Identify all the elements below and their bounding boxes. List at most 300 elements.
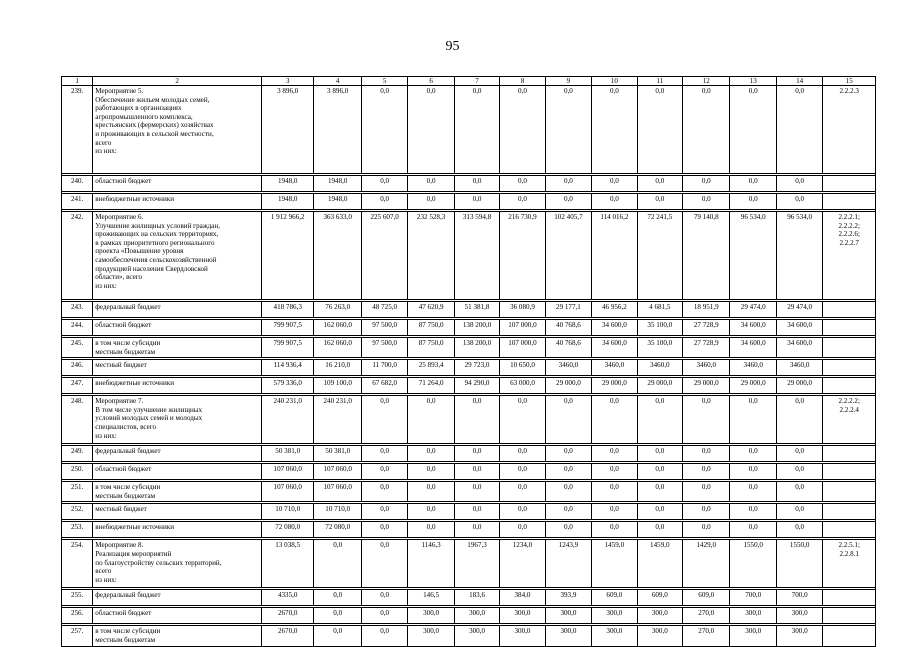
- value-cell: 146,5: [408, 590, 454, 606]
- value-cell: 0,0: [730, 396, 776, 444]
- value-cell: 0,0: [683, 194, 730, 210]
- row-name: [93, 86, 262, 174]
- row-name-line: в рамках приоритетного регионального: [95, 238, 215, 247]
- row-name-line: из них:: [95, 431, 117, 440]
- value-cell: 0,0: [454, 464, 499, 480]
- table-row: [62, 504, 876, 520]
- row-number: 253.: [62, 522, 93, 538]
- row-name-line: Реализация мероприятий: [95, 549, 172, 558]
- column-header: 1: [62, 77, 93, 86]
- value-cell: 0,0: [500, 482, 545, 502]
- value-cell: 700,0: [776, 590, 822, 606]
- row-name: [93, 396, 262, 444]
- column-header: 7: [454, 77, 499, 86]
- value-cell: 1459,0: [637, 540, 682, 588]
- value-cell: 138 200,0: [454, 338, 499, 358]
- target-link-cell: [823, 504, 876, 520]
- value-cell: 25 893,4: [408, 360, 454, 376]
- value-cell: 0,0: [361, 590, 407, 606]
- row-name: [93, 464, 262, 480]
- value-cell: 0,0: [361, 608, 407, 624]
- row-name: [93, 504, 262, 520]
- value-cell: 0,0: [361, 626, 407, 646]
- value-cell: 300,0: [592, 626, 637, 646]
- row-number: 243.: [62, 302, 93, 318]
- target-link-cell: [823, 522, 876, 538]
- value-cell: 1550,0: [776, 540, 822, 588]
- value-cell: 0,0: [500, 504, 545, 520]
- row-name-line: из них:: [95, 281, 117, 290]
- row-name: [93, 590, 262, 606]
- row-name-line: Мероприятие 8.: [95, 541, 144, 550]
- value-cell: 4 681,5: [637, 302, 682, 318]
- row-name: [93, 540, 262, 588]
- row-name-line: местный бюджет: [95, 505, 147, 514]
- row-name: [93, 378, 262, 394]
- row-name-line: местным бюджетам: [95, 347, 156, 356]
- value-cell: 0,0: [776, 504, 822, 520]
- value-cell: 87 750,0: [408, 338, 454, 358]
- row-name-line: федеральный бюджет: [95, 447, 161, 456]
- value-cell: 232 528,3: [408, 212, 454, 300]
- value-cell: 94 290,0: [454, 378, 499, 394]
- row-name: [93, 302, 262, 318]
- value-cell: 50 381,0: [261, 446, 314, 462]
- target-link-cell: [823, 482, 876, 502]
- column-header: 3: [261, 77, 314, 86]
- value-cell: 0,0: [314, 540, 361, 588]
- value-cell: 29 723,0: [454, 360, 499, 376]
- row-name-line: из них:: [95, 147, 117, 156]
- value-cell: 29 000,0: [730, 378, 776, 394]
- value-cell: 107 060,0: [314, 482, 361, 502]
- value-cell: 0,0: [500, 176, 545, 192]
- value-cell: 0,0: [361, 504, 407, 520]
- value-cell: 300,0: [776, 608, 822, 624]
- value-cell: 114 936,4: [261, 360, 314, 376]
- value-cell: 799 907,5: [261, 320, 314, 336]
- value-cell: 0,0: [592, 464, 637, 480]
- row-name: [93, 194, 262, 210]
- value-cell: 71 264,0: [408, 378, 454, 394]
- value-cell: 0,0: [637, 482, 682, 502]
- value-cell: 3460,0: [545, 360, 591, 376]
- value-cell: 0,0: [776, 482, 822, 502]
- header-row: [62, 77, 876, 86]
- target-link-cell: [823, 464, 876, 480]
- row-name-line: В том числе улучшение жилищных: [95, 405, 203, 414]
- row-name-line: крестьянских (фермерских) хозяйствах: [95, 121, 214, 130]
- value-cell: 3 896,0: [314, 86, 361, 174]
- column-header: 9: [545, 77, 591, 86]
- value-cell: 50 381,0: [314, 446, 361, 462]
- table-row: [62, 446, 876, 462]
- value-cell: 0,0: [637, 446, 682, 462]
- row-name: [93, 212, 262, 300]
- value-cell: 47 620,9: [408, 302, 454, 318]
- value-cell: 162 060,0: [314, 320, 361, 336]
- value-cell: 300,0: [730, 626, 776, 646]
- row-name-line: местным бюджетам: [95, 635, 156, 644]
- table-row: [62, 626, 876, 646]
- value-cell: 162 060,0: [314, 338, 361, 358]
- value-cell: 0,0: [637, 464, 682, 480]
- target-link: 2.2.2.7: [839, 238, 859, 247]
- value-cell: 0,0: [730, 504, 776, 520]
- value-cell: 1967,3: [454, 540, 499, 588]
- value-cell: 0,0: [545, 176, 591, 192]
- value-cell: 29 177,1: [545, 302, 591, 318]
- value-cell: 0,0: [592, 446, 637, 462]
- value-cell: 0,0: [408, 464, 454, 480]
- row-name-line: Мероприятие 6.: [95, 213, 144, 221]
- value-cell: 0,0: [637, 86, 682, 174]
- row-name-line: проекта «Повышение уровня: [95, 247, 184, 256]
- value-cell: 0,0: [592, 396, 637, 444]
- value-cell: 0,0: [776, 464, 822, 480]
- value-cell: 0,0: [730, 464, 776, 480]
- value-cell: 300,0: [500, 626, 545, 646]
- value-cell: 1234,0: [500, 540, 545, 588]
- value-cell: 36 080,9: [500, 302, 545, 318]
- row-number: 241.: [62, 194, 93, 210]
- row-name: [93, 320, 262, 336]
- value-cell: 0,0: [361, 176, 407, 192]
- value-cell: 27 728,9: [683, 338, 730, 358]
- value-cell: 13 038,5: [261, 540, 314, 588]
- value-cell: 0,0: [408, 504, 454, 520]
- value-cell: 2670,0: [261, 626, 314, 646]
- row-number: 239.: [62, 86, 93, 174]
- value-cell: 0,0: [637, 396, 682, 444]
- value-cell: 10 710,0: [261, 504, 314, 520]
- row-name: [93, 482, 262, 502]
- target-link: 2.2.2.4: [839, 405, 859, 414]
- value-cell: 29 000,0: [683, 378, 730, 394]
- row-name-line: продукцией населения Свердловской: [95, 264, 208, 273]
- value-cell: 300,0: [454, 626, 499, 646]
- value-cell: 0,0: [408, 482, 454, 502]
- table-row: [62, 464, 876, 480]
- row-number: 240.: [62, 176, 93, 192]
- row-name-line: проживающих на сельских территориях,: [95, 230, 219, 239]
- value-cell: 0,0: [454, 504, 499, 520]
- value-cell: 1243,9: [545, 540, 591, 588]
- value-cell: 4335,0: [261, 590, 314, 606]
- column-header: 14: [776, 77, 822, 86]
- table-row: [62, 590, 876, 606]
- column-header: 4: [314, 77, 361, 86]
- value-cell: 700,0: [730, 590, 776, 606]
- value-cell: 97 500,0: [361, 320, 407, 336]
- value-cell: 87 750,0: [408, 320, 454, 336]
- value-cell: 0,0: [637, 522, 682, 538]
- value-cell: 48 725,0: [361, 302, 407, 318]
- value-cell: 579 336,0: [261, 378, 314, 394]
- target-link-cell: [823, 378, 876, 394]
- row-number: 257.: [62, 626, 93, 646]
- row-name-line: в том числе субсидии: [95, 339, 161, 347]
- row-number: 255.: [62, 590, 93, 606]
- value-cell: 0,0: [454, 446, 499, 462]
- value-cell: 40 768,6: [545, 320, 591, 336]
- table-row: [62, 320, 876, 336]
- value-cell: 11 700,0: [361, 360, 407, 376]
- row-name-line: области», всего: [95, 273, 143, 282]
- value-cell: 34 600,0: [730, 338, 776, 358]
- value-cell: 0,0: [314, 590, 361, 606]
- value-cell: 114 016,2: [592, 212, 637, 300]
- value-cell: 0,0: [500, 396, 545, 444]
- row-name-line: Мероприятие 5.: [95, 87, 144, 95]
- row-name-line: Улучшение жилищных условий граждан,: [95, 221, 221, 230]
- value-cell: 0,0: [408, 446, 454, 462]
- table-row: [62, 396, 876, 444]
- row-name-line: областной бюджет: [95, 465, 152, 474]
- value-cell: 3 896,0: [261, 86, 314, 174]
- row-number: 242.: [62, 212, 93, 300]
- value-cell: 0,0: [408, 176, 454, 192]
- value-cell: 799 907,5: [261, 338, 314, 358]
- value-cell: 29 000,0: [637, 378, 682, 394]
- value-cell: 363 633,0: [314, 212, 361, 300]
- row-name-line: внебюджетные источники: [95, 379, 175, 388]
- table-row: [62, 378, 876, 394]
- target-link-cell: [823, 212, 876, 300]
- table-row: [62, 540, 876, 588]
- value-cell: 216 730,9: [500, 212, 545, 300]
- value-cell: 29 000,0: [545, 378, 591, 394]
- value-cell: 609,0: [637, 590, 682, 606]
- value-cell: 0,0: [314, 608, 361, 624]
- value-cell: 63 000,0: [500, 378, 545, 394]
- value-cell: 1459,0: [592, 540, 637, 588]
- table-body: [62, 77, 876, 647]
- value-cell: 300,0: [592, 608, 637, 624]
- target-link-cell: [823, 626, 876, 646]
- value-cell: 300,0: [545, 626, 591, 646]
- value-cell: 109 100,0: [314, 378, 361, 394]
- value-cell: 300,0: [545, 608, 591, 624]
- target-link-cell: [823, 540, 876, 588]
- table-row: [62, 176, 876, 192]
- value-cell: 107 060,0: [314, 464, 361, 480]
- row-name-line: внебюджетные источники: [95, 195, 175, 203]
- column-header: 10: [592, 77, 637, 86]
- value-cell: 300,0: [637, 626, 682, 646]
- value-cell: 0,0: [730, 446, 776, 462]
- row-number: 248.: [62, 396, 93, 444]
- column-header: 2: [93, 77, 262, 86]
- value-cell: 0,0: [361, 194, 407, 210]
- value-cell: 0,0: [500, 194, 545, 210]
- row-name: [93, 338, 262, 358]
- value-cell: 0,0: [776, 194, 822, 210]
- value-cell: 3460,0: [637, 360, 682, 376]
- value-cell: 300,0: [500, 608, 545, 624]
- column-header: 15: [823, 77, 876, 86]
- row-name-line: областной бюджет: [95, 609, 152, 618]
- value-cell: 34 600,0: [592, 320, 637, 336]
- row-name-line: условий молодых семей и молодых: [95, 414, 203, 423]
- value-cell: 270,0: [683, 608, 730, 624]
- target-link: 2.2.2.2;: [838, 397, 860, 406]
- value-cell: 300,0: [454, 608, 499, 624]
- value-cell: 0,0: [408, 194, 454, 210]
- value-cell: 0,0: [545, 482, 591, 502]
- table-row: [62, 522, 876, 538]
- row-name-line: агропромышленного комплекса,: [95, 112, 193, 121]
- value-cell: 10 650,0: [500, 360, 545, 376]
- value-cell: 3460,0: [592, 360, 637, 376]
- value-cell: 0,0: [361, 446, 407, 462]
- value-cell: 0,0: [454, 194, 499, 210]
- target-link-cell: [823, 360, 876, 376]
- budget-table: [61, 76, 876, 647]
- row-name-line: всего: [95, 138, 112, 147]
- value-cell: 0,0: [545, 194, 591, 210]
- value-cell: 0,0: [361, 482, 407, 502]
- value-cell: 1948,0: [261, 194, 314, 210]
- row-number: 254.: [62, 540, 93, 588]
- value-cell: 300,0: [730, 608, 776, 624]
- row-name-line: самообеспечения сельскохозяйственной: [95, 255, 217, 264]
- row-name: [93, 608, 262, 624]
- value-cell: 240 231,0: [261, 396, 314, 444]
- value-cell: 0,0: [361, 540, 407, 588]
- column-header: 11: [637, 77, 682, 86]
- target-link-cell: [823, 176, 876, 192]
- value-cell: 3460,0: [776, 360, 822, 376]
- row-name-line: работающих в организациях: [95, 104, 182, 113]
- value-cell: 0,0: [545, 86, 591, 174]
- value-cell: 3460,0: [730, 360, 776, 376]
- target-link: 2.2.8.1: [839, 549, 859, 558]
- value-cell: 96 534,0: [730, 212, 776, 300]
- value-cell: 0,0: [500, 522, 545, 538]
- target-link-cell: [823, 86, 876, 174]
- value-cell: 35 100,0: [637, 338, 682, 358]
- value-cell: 300,0: [637, 608, 682, 624]
- value-cell: 0,0: [683, 522, 730, 538]
- value-cell: 0,0: [454, 522, 499, 538]
- value-cell: 0,0: [683, 396, 730, 444]
- value-cell: 0,0: [545, 522, 591, 538]
- value-cell: 0,0: [683, 464, 730, 480]
- target-link-cell: [823, 590, 876, 606]
- value-cell: 0,0: [454, 482, 499, 502]
- row-name: [93, 446, 262, 462]
- value-cell: 0,0: [545, 446, 591, 462]
- value-cell: 1146,3: [408, 540, 454, 588]
- table-row: [62, 86, 876, 174]
- target-link-cell: [823, 194, 876, 210]
- value-cell: 0,0: [776, 522, 822, 538]
- value-cell: 418 786,3: [261, 302, 314, 318]
- target-link: 2.2.2.6;: [838, 230, 860, 239]
- table-row: [62, 608, 876, 624]
- value-cell: 16 210,0: [314, 360, 361, 376]
- row-name: [93, 626, 262, 646]
- table-row: [62, 482, 876, 502]
- value-cell: 0,0: [683, 86, 730, 174]
- value-cell: 0,0: [683, 482, 730, 502]
- row-name-line: федеральный бюджет: [95, 303, 161, 311]
- value-cell: 51 381,8: [454, 302, 499, 318]
- value-cell: 0,0: [545, 504, 591, 520]
- row-name-line: федеральный бюджет: [95, 591, 161, 600]
- row-name-line: внебюджетные источники: [95, 523, 175, 532]
- table-row: [62, 194, 876, 210]
- value-cell: 0,0: [776, 176, 822, 192]
- value-cell: 0,0: [637, 194, 682, 210]
- target-link: 2.2.2.3: [839, 87, 859, 95]
- table-row: [62, 302, 876, 318]
- target-link-cell: [823, 446, 876, 462]
- row-number: 252.: [62, 504, 93, 520]
- row-number: 245.: [62, 338, 93, 358]
- value-cell: 300,0: [408, 608, 454, 624]
- value-cell: 72 241,5: [637, 212, 682, 300]
- row-name-line: специалистов, всего: [95, 422, 157, 431]
- table-row: [62, 360, 876, 376]
- value-cell: 0,0: [592, 176, 637, 192]
- value-cell: 96 534,0: [776, 212, 822, 300]
- value-cell: 1550,0: [730, 540, 776, 588]
- value-cell: 0,0: [408, 86, 454, 174]
- value-cell: 72 080,0: [261, 522, 314, 538]
- value-cell: 0,0: [730, 176, 776, 192]
- value-cell: 72 080,0: [314, 522, 361, 538]
- value-cell: 2670,0: [261, 608, 314, 624]
- value-cell: 0,0: [361, 464, 407, 480]
- value-cell: 313 594,8: [454, 212, 499, 300]
- value-cell: 0,0: [683, 176, 730, 192]
- value-cell: 29 000,0: [592, 378, 637, 394]
- value-cell: 29 474,0: [776, 302, 822, 318]
- value-cell: 138 200,0: [454, 320, 499, 336]
- value-cell: 0,0: [545, 396, 591, 444]
- row-number: 247.: [62, 378, 93, 394]
- value-cell: 1429,0: [683, 540, 730, 588]
- value-cell: 0,0: [361, 86, 407, 174]
- value-cell: 27 728,9: [683, 320, 730, 336]
- target-link-cell: [823, 608, 876, 624]
- value-cell: 0,0: [592, 194, 637, 210]
- target-link: 2.2.5.1;: [838, 541, 860, 550]
- value-cell: 34 600,0: [776, 320, 822, 336]
- value-cell: 35 100,0: [637, 320, 682, 336]
- value-cell: 0,0: [776, 446, 822, 462]
- value-cell: 0,0: [776, 86, 822, 174]
- row-number: 244.: [62, 320, 93, 336]
- value-cell: 0,0: [637, 504, 682, 520]
- column-header: 5: [361, 77, 407, 86]
- value-cell: 0,0: [500, 86, 545, 174]
- row-name-line: и проживающих в сельской местности,: [95, 129, 214, 138]
- row-name-line: Обеспечение жильем молодых семей,: [95, 95, 210, 104]
- value-cell: 34 600,0: [776, 338, 822, 358]
- value-cell: 3460,0: [683, 360, 730, 376]
- row-name: [93, 360, 262, 376]
- row-number: 246.: [62, 360, 93, 376]
- value-cell: 107 060,0: [261, 482, 314, 502]
- value-cell: 0,0: [361, 522, 407, 538]
- value-cell: 0,0: [592, 522, 637, 538]
- value-cell: 384,0: [500, 590, 545, 606]
- column-header: 12: [683, 77, 730, 86]
- row-name-line: в том числе субсидии: [95, 483, 161, 492]
